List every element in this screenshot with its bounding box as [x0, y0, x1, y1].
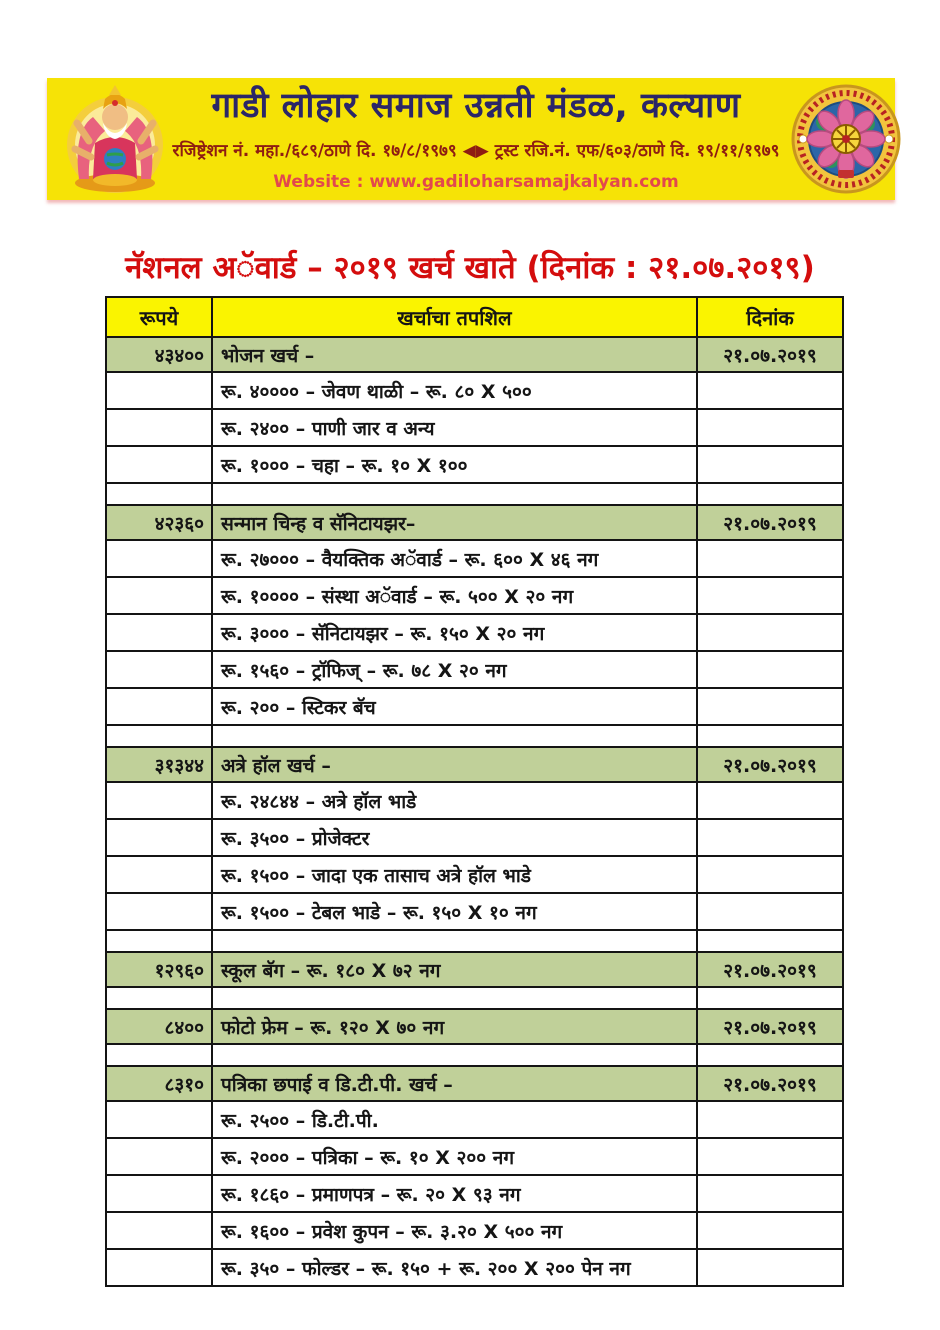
expense-table-container — [105, 296, 844, 1287]
registration-line: रजिष्ट्रेशन नं. महा./६८९/ठाणे दि. १७/८/१९७९ ◀▶ ट्रस्ट रजि.नं. एफ/६०३/ठाणे दि. १९/११/१९७९ — [172, 140, 780, 161]
amount-cell — [106, 782, 212, 819]
detail-cell: रू. १६०० – प्रवेश कुपन – रू. ३.२० X ५०० नग — [212, 1212, 697, 1249]
amount-cell — [106, 446, 212, 483]
detail-cell: रू. १५६० – ट्रॉफिज् – रू. ७८ X २० नग — [212, 651, 697, 688]
detail-cell — [212, 987, 697, 1009]
column-header-rupees: रूपये — [106, 297, 212, 337]
detail-cell: रू. १५०० – जादा एक तासाच अत्रे हॉल भाडे — [212, 856, 697, 893]
date-cell — [697, 409, 843, 446]
banner-text-block — [165, 86, 787, 196]
date-cell — [697, 1249, 843, 1286]
section-row — [106, 337, 843, 372]
column-header-date: दिनांक — [697, 297, 843, 337]
detail-cell: रू. २४८४४ – अत्रे हॉल भाडे — [212, 782, 697, 819]
date-cell: २१.०७.२०१९ — [697, 952, 843, 987]
date-cell — [697, 987, 843, 1009]
date-cell: २१.०७.२०१९ — [697, 1066, 843, 1101]
date-cell — [697, 1044, 843, 1066]
detail-row — [106, 893, 843, 930]
website-link-text: Website : www.gadiloharsamajkalyan.com — [273, 172, 679, 192]
amount-cell — [106, 1212, 212, 1249]
amount-cell — [106, 651, 212, 688]
amount-cell: ८४०० — [106, 1009, 212, 1044]
amount-cell — [106, 725, 212, 747]
vishwakarma-deity-icon — [59, 83, 171, 195]
detail-row — [106, 614, 843, 651]
section-row — [106, 747, 843, 782]
date-cell — [697, 372, 843, 409]
spacer-row — [106, 987, 843, 1009]
spacer-row — [106, 483, 843, 505]
detail-row — [106, 782, 843, 819]
detail-cell: स्कूल बॅग – रू. १८० X ७२ नग — [212, 952, 697, 987]
detail-cell: रू. २७००० – वैयक्तिक अॅवार्ड – रू. ६०० X ४६ नग — [212, 540, 697, 577]
amount-cell — [106, 1044, 212, 1066]
detail-row — [106, 1249, 843, 1286]
date-cell — [697, 930, 843, 952]
detail-row — [106, 651, 843, 688]
date-cell — [697, 1138, 843, 1175]
date-cell — [697, 688, 843, 725]
amount-cell — [106, 893, 212, 930]
expense-table-body — [106, 337, 843, 1286]
header-banner — [47, 78, 895, 200]
detail-cell: रू. ३००० – सॅनिटायझर – रू. १५० X २० नग — [212, 614, 697, 651]
detail-row — [106, 1138, 843, 1175]
amount-cell — [106, 856, 212, 893]
spacer-row — [106, 725, 843, 747]
amount-cell: ३१३४४ — [106, 747, 212, 782]
detail-cell — [212, 483, 697, 505]
detail-row — [106, 856, 843, 893]
detail-cell: रू. २५०० – डि.टी.पी. — [212, 1101, 697, 1138]
amount-cell: १२९६० — [106, 952, 212, 987]
detail-row — [106, 540, 843, 577]
spacer-row — [106, 1044, 843, 1066]
amount-cell — [106, 987, 212, 1009]
amount-cell — [106, 688, 212, 725]
amount-cell — [106, 819, 212, 856]
detail-cell: रू. ३५० – फोल्डर – रू. १५० + रू. २०० X २०० पेन नग — [212, 1249, 697, 1286]
column-header-details: खर्चाचा तपशिल — [212, 297, 697, 337]
detail-cell: रू. १८६० – प्रमाणपत्र – रू. २० X ९३ नग — [212, 1175, 697, 1212]
amount-cell — [106, 577, 212, 614]
date-cell — [697, 893, 843, 930]
amount-cell — [106, 614, 212, 651]
date-cell — [697, 819, 843, 856]
detail-cell: रू. १०००० – संस्था अॅवार्ड – रू. ५०० X २० नग — [212, 577, 697, 614]
detail-row — [106, 446, 843, 483]
date-cell — [697, 1212, 843, 1249]
detail-cell — [212, 1044, 697, 1066]
detail-cell: रू. १५०० – टेबल भाडे – रू. १५० X १० नग — [212, 893, 697, 930]
detail-cell: रू. ४०००० – जेवण थाळी – रू. ८० X ५०० — [212, 372, 697, 409]
amount-cell: ८३१० — [106, 1066, 212, 1101]
amount-cell: ४३४०० — [106, 337, 212, 372]
amount-cell — [106, 1175, 212, 1212]
date-cell — [697, 540, 843, 577]
date-cell — [697, 614, 843, 651]
page-title: नॅशनल अॅवार्ड – २०१९ खर्च खाते (दिनांक : २१.०७.२०१९) — [125, 250, 815, 286]
detail-cell: फोटो फ्रेम – रू. १२० X ७० नग — [212, 1009, 697, 1044]
detail-cell: सन्मान चिन्ह व सॅनिटायझर– — [212, 505, 697, 540]
date-cell — [697, 483, 843, 505]
table-header-row — [106, 297, 843, 337]
date-cell — [697, 1175, 843, 1212]
amount-cell — [106, 483, 212, 505]
date-cell: २१.०७.२०१९ — [697, 337, 843, 372]
society-emblem-icon — [791, 83, 901, 195]
detail-cell: रू. २००० – पत्रिका – रू. १० X २०० नग — [212, 1138, 697, 1175]
detail-row — [106, 1175, 843, 1212]
detail-cell: पत्रिका छपाई व डि.टी.पी. खर्च – — [212, 1066, 697, 1101]
amount-cell — [106, 1138, 212, 1175]
date-cell — [697, 446, 843, 483]
amount-cell — [106, 930, 212, 952]
detail-row — [106, 409, 843, 446]
detail-row — [106, 1101, 843, 1138]
section-row — [106, 952, 843, 987]
detail-cell — [212, 930, 697, 952]
amount-cell — [106, 540, 212, 577]
date-cell: २१.०७.२०१९ — [697, 747, 843, 782]
spacer-row — [106, 930, 843, 952]
detail-cell: रू. २०० – स्टिकर बॅच — [212, 688, 697, 725]
detail-row — [106, 688, 843, 725]
date-cell — [697, 782, 843, 819]
detail-row — [106, 372, 843, 409]
amount-cell — [106, 1101, 212, 1138]
detail-cell: रू. ३५०० – प्रोजेक्टर — [212, 819, 697, 856]
detail-cell — [212, 725, 697, 747]
date-cell — [697, 725, 843, 747]
date-cell: २१.०७.२०१९ — [697, 1009, 843, 1044]
amount-cell — [106, 372, 212, 409]
organization-title: गाडी लोहार समाज उन्नती मंडळ, कल्याण — [211, 86, 741, 126]
amount-cell — [106, 1249, 212, 1286]
detail-cell: अत्रे हॉल खर्च – — [212, 747, 697, 782]
section-row — [106, 1009, 843, 1044]
date-cell — [697, 856, 843, 893]
detail-cell: रू. २४०० – पाणी जार व अन्य — [212, 409, 697, 446]
detail-cell: भोजन खर्च – — [212, 337, 697, 372]
amount-cell: ४२३६० — [106, 505, 212, 540]
section-row — [106, 1066, 843, 1101]
detail-row — [106, 819, 843, 856]
expense-table — [105, 296, 844, 1287]
section-row — [106, 505, 843, 540]
detail-row — [106, 577, 843, 614]
date-cell — [697, 651, 843, 688]
detail-row — [106, 1212, 843, 1249]
date-cell — [697, 577, 843, 614]
amount-cell — [106, 409, 212, 446]
detail-cell: रू. १००० – चहा – रू. १० X १०० — [212, 446, 697, 483]
date-cell — [697, 1101, 843, 1138]
date-cell: २१.०७.२०१९ — [697, 505, 843, 540]
